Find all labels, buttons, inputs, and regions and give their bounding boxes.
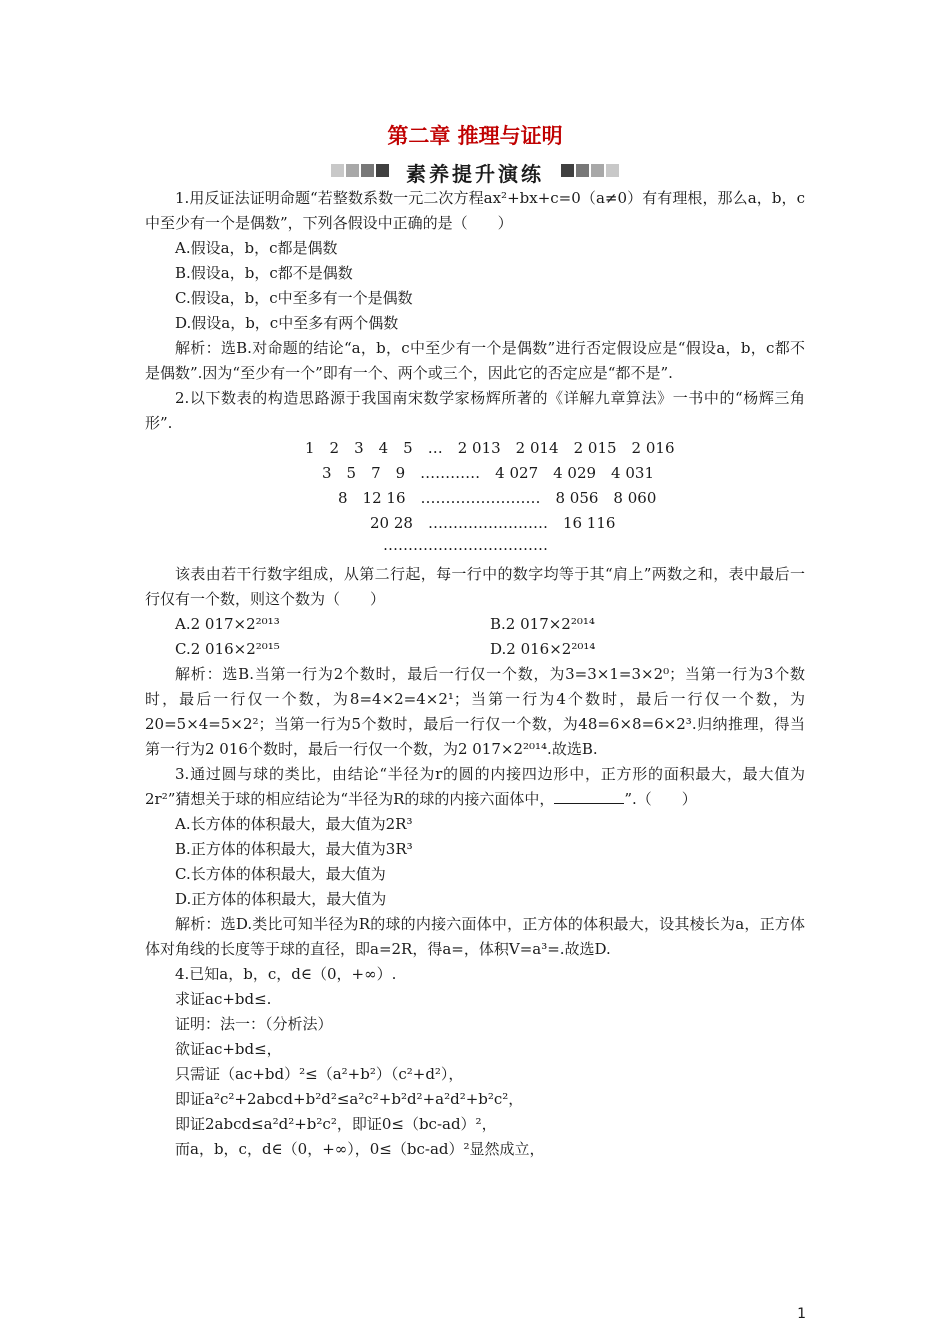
answer-blank — [554, 789, 624, 804]
decor-square — [361, 164, 374, 177]
q3-stem-text: 3.通过圆与球的类比，由结论“半径为r的圆的内接四边形中，正方形的面积最大，最大值为2r²”猜想关于球的相应结论为“半径为R的球的内接六面体中， — [145, 765, 805, 808]
chapter-title: 第二章 推理与证明 — [387, 124, 563, 148]
q2-description: 该表由若干行数字组成，从第二行起，每一行中的数字均等于其“肩上”两数之和，表中最后一行仅有一个数，则这个数为（ ） — [145, 565, 805, 608]
number-table-row: 1 2 3 4 5 … 2 013 2 014 2 015 2 016 — [305, 439, 675, 457]
q2-option-c: C.2 016×2²⁰¹⁵ — [175, 640, 280, 658]
section-banner — [0, 159, 950, 185]
decor-square — [591, 164, 604, 177]
decor-square — [576, 164, 589, 177]
q2-options-row — [145, 637, 805, 662]
q1-option-c: C.假设a，b，c中至多有一个是偶数 — [175, 289, 413, 307]
q2-options-row — [145, 612, 805, 637]
number-table-row: 8 12 16 …………………… 8 056 8 060 — [338, 489, 657, 507]
q1-option-b: B.假设a，b，c都不是偶数 — [175, 264, 353, 282]
q4-line: 即证a²c²+2abcd+b²d²≤a²c²+b²d²+a²d²+b²c²， — [175, 1090, 524, 1108]
q2-option-b: B.2 017×2²⁰¹⁴ — [490, 615, 595, 633]
decor-square — [331, 164, 344, 177]
page-number: 1 — [797, 1306, 806, 1322]
q3-option-c: C.长方体的体积最大，最大值为 — [175, 865, 386, 883]
q2-analysis: 解析：选B.当第一行为2个数时，最后一行仅一个数，为3=3×1=3×2⁰；当第一行为3个数时，最后一行仅一个数，为8=4×2=4×2¹；当第一行为4个数时，最后一行仅一个数，为20=5×4=5×2²；当第一行为5个数时，最后一行仅一个数，为48=6×8=6×2³.归纳推理，得当第一行为2 016个数时，最后一行仅一个数，为2 017×2²⁰¹⁴.故选B. — [145, 665, 805, 758]
q2-option-d: D.2 016×2²⁰¹⁴ — [490, 640, 596, 658]
decor-square — [561, 164, 574, 177]
q1-option-d: D.假设a，b，c中至多有两个偶数 — [175, 314, 399, 332]
decor-square — [346, 164, 359, 177]
q3-analysis: 解析：选D.类比可知半径为R的球的内接六面体中，正方体的体积最大，设其棱长为a，正方体体对角线的长度等于球的直径，即a=2R，得a=，体积V=a³=.故选D. — [145, 915, 805, 958]
q4-line: 证明：法一：（分析法） — [175, 1015, 333, 1033]
banner-squares-left — [330, 163, 390, 181]
q3-option-b: B.正方体的体积最大，最大值为3R³ — [175, 840, 413, 858]
q4-line: 求证ac+bd≤. — [175, 990, 272, 1008]
q4-line: 4.已知a，b，c，d∈（0，+∞）. — [175, 965, 397, 983]
q1-stem: 1.用反证法证明命题“若整数系数一元二次方程ax²+bx+c=0（a≠0）有有理根，那么a，b，c中至少有一个是偶数”，下列各假设中正确的是（ ） — [145, 189, 805, 232]
q1-option-a: A.假设a，b，c都是偶数 — [175, 239, 338, 257]
q3-stem — [145, 762, 805, 812]
q3-stem-end: ”.（ ） — [624, 790, 697, 808]
decor-square — [606, 164, 619, 177]
banner-squares-right — [560, 163, 620, 181]
decor-square — [376, 164, 389, 177]
q3-option-a: A.长方体的体积最大，最大值为2R³ — [175, 815, 413, 833]
number-table-row: 20 28 …………………… 16 116 — [370, 514, 616, 532]
banner-title: 素养提升演练 — [406, 161, 544, 186]
number-table-ellipsis: …………………………… — [383, 536, 548, 554]
document-body — [145, 186, 805, 1162]
q4-line: 欲证ac+bd≤， — [175, 1040, 282, 1058]
q3-option-d: D.正方体的体积最大，最大值为 — [175, 890, 387, 908]
q4-line: 而a，b，c，d∈（0，+∞），0≤（bc-ad）²显然成立， — [175, 1140, 545, 1158]
q4-line: 只需证（ac+bd）²≤（a²+b²）（c²+d²）， — [175, 1065, 464, 1083]
q4-line: 即证2abcd≤a²d²+b²c²，即证0≤（bc-ad）²， — [175, 1115, 497, 1133]
q1-analysis: 解析：选B.对命题的结论“a，b，c中至少有一个是偶数”进行否定假设应是“假设a，b，c都不是偶数”.因为“至少有一个”即有一个、两个或三个，因此它的否定应是“都不是”. — [145, 339, 805, 382]
number-table-row: 3 5 7 9 ………… 4 027 4 029 4 031 — [322, 464, 655, 482]
q2-option-a: A.2 017×2²⁰¹³ — [175, 615, 280, 633]
q2-stem: 2.以下数表的构造思路源于我国南宋数学家杨辉所著的《详解九章算法》一书中的“杨辉三角形”. — [145, 389, 805, 432]
